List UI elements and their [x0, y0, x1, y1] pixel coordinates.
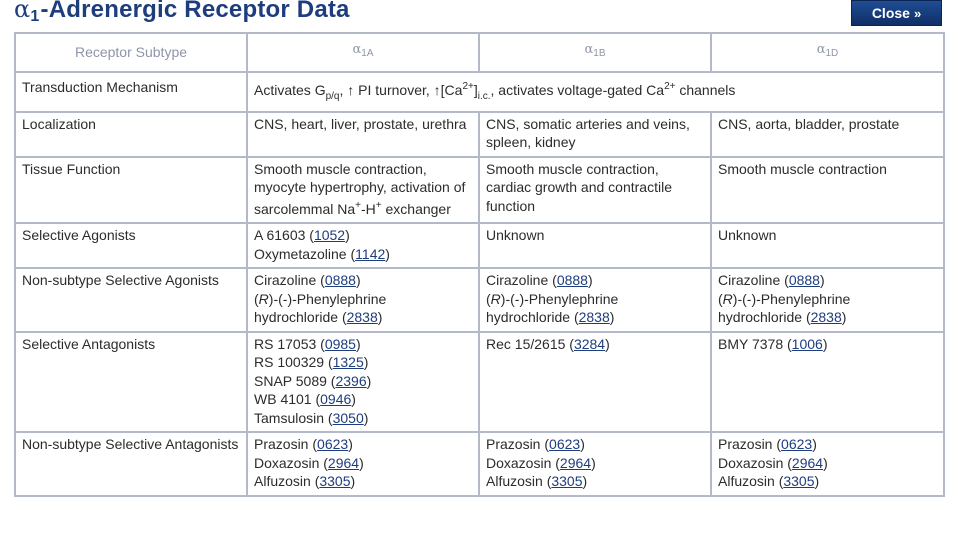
table-row-selective-agonists	[15, 223, 944, 268]
close-button[interactable]	[851, 0, 942, 26]
header-subtype-1d	[711, 33, 944, 72]
compound-name: A 61603 (	[254, 227, 314, 243]
transduction-sub-c: i.c.	[477, 91, 491, 102]
paren-close: )	[355, 272, 361, 288]
row-label-selective-agonists: Selective Agonists	[15, 223, 247, 268]
compound-entry	[254, 390, 472, 409]
compound-entry	[254, 472, 472, 491]
table-row-tissue-function	[15, 157, 944, 224]
paren-close: )	[580, 436, 585, 452]
page-title	[14, 0, 350, 26]
nonselective-antagonists-1d	[711, 432, 944, 496]
compound-name: Alfuzosin (	[486, 473, 552, 489]
compound-entry	[486, 472, 704, 491]
paren-close: )	[345, 227, 350, 243]
compound-name: -(-)-Phenylephrine hydrochloride (	[718, 290, 851, 325]
header-subtype-1a	[247, 33, 479, 72]
paren-close: )	[350, 473, 356, 489]
compound-name: Prazosin (	[254, 436, 318, 452]
catalog-link[interactable]: 2964	[327, 454, 360, 471]
catalog-link[interactable]: 3305	[551, 473, 583, 489]
double-chevron-right-icon: »	[913, 5, 922, 21]
compound-entry	[254, 454, 472, 473]
transduction-text-e: channels	[675, 82, 736, 98]
paren-close: )	[363, 409, 369, 426]
table-row-nonselective-antagonists	[15, 432, 944, 496]
close-button-label: Close	[871, 5, 910, 21]
localization-1a: CNS, heart, liver, prostate, urethra	[247, 112, 479, 157]
selective-antagonists-1b	[479, 332, 711, 433]
paren-close: )	[268, 290, 274, 307]
paren-close: )	[823, 454, 828, 471]
tissue-1a-text-3: exchanger	[381, 200, 451, 217]
table-row-transduction	[15, 72, 944, 112]
selective-agonists-1d: Unknown	[711, 223, 944, 268]
paren-close: )	[582, 473, 588, 489]
paren-close: )	[812, 436, 817, 452]
catalog-link[interactable]: 1052	[313, 227, 346, 243]
compound-name: RS 100329 (	[254, 354, 333, 370]
compound-name: Cirazoline (	[718, 272, 789, 288]
row-label-tissue-function: Tissue Function	[15, 157, 247, 224]
catalog-link[interactable]: 2396	[335, 372, 367, 389]
paren-close: )	[587, 272, 593, 288]
catalog-link[interactable]: 3305	[783, 473, 815, 489]
paren-close: )	[377, 309, 383, 325]
catalog-link[interactable]: 0946	[320, 391, 352, 407]
table-row-localization	[15, 112, 944, 157]
paren-close: )	[819, 272, 825, 288]
catalog-link[interactable]: 0888	[788, 272, 820, 288]
compound-entry	[254, 335, 472, 354]
compound-entry	[486, 335, 704, 354]
localization-1b: CNS, somatic arteries and veins, spleen, kidney	[479, 112, 711, 157]
compound-name: Prazosin (	[718, 436, 782, 452]
nonselective-agonists-1d	[711, 268, 944, 332]
compound-name: BMY 7378 (	[718, 335, 792, 352]
paren-close: )	[609, 309, 615, 325]
catalog-link[interactable]: 0888	[324, 272, 356, 288]
compound-entry	[254, 353, 472, 372]
table-row-selective-antagonists	[15, 332, 944, 433]
selective-agonists-1b: Unknown	[479, 223, 711, 268]
catalog-link[interactable]: 2964	[791, 454, 824, 471]
row-label-transduction: Transduction Mechanism	[15, 72, 247, 112]
compound-entry	[254, 409, 472, 428]
selective-antagonists-1a	[247, 332, 479, 433]
catalog-link[interactable]: 1006	[791, 335, 823, 352]
stereo-descriptor: R	[258, 290, 269, 307]
tissue-1a-sup-1: +	[355, 199, 361, 211]
catalog-link[interactable]: 2838	[578, 309, 610, 325]
transduction-sup-b: 2+	[462, 81, 474, 92]
paren-close: )	[605, 335, 610, 352]
compound-entry	[254, 245, 472, 264]
paren-close: )	[359, 454, 364, 471]
nonselective-antagonists-1b	[479, 432, 711, 496]
row-label-nonselective-antagonists: Non-subtype Selective Antagonists	[15, 432, 247, 496]
stereo-descriptor: R	[722, 290, 733, 307]
paren-close: )	[363, 354, 369, 370]
transduction-text-c: ]	[473, 82, 478, 98]
compound-name: Cirazoline (	[486, 272, 557, 288]
nonselective-agonists-1a	[247, 268, 479, 332]
compound-name: Doxazosin (	[486, 454, 560, 471]
compound-name: -(-)-Phenylephrine hydrochloride (	[254, 290, 387, 325]
header-receptor-subtype: Receptor Subtype	[15, 33, 247, 72]
selective-agonists-1a	[247, 223, 479, 268]
catalog-link[interactable]: 0623	[781, 436, 813, 452]
paren-close: )	[591, 454, 596, 471]
compound-entry	[486, 290, 704, 327]
paren-close: )	[355, 335, 361, 352]
paren-close: )	[841, 309, 847, 325]
compound-name: Rec 15/2615 (	[486, 335, 574, 352]
catalog-link[interactable]: 0623	[549, 436, 581, 452]
title-alpha: α	[14, 0, 31, 23]
compound-entry	[718, 335, 937, 354]
compound-name: RS 17053 (	[254, 335, 325, 352]
compound-entry	[718, 472, 937, 491]
row-label-nonselective-agonists: Non-subtype Selective Agonists	[15, 268, 247, 332]
compound-entry	[718, 454, 937, 473]
tissue-1a-sup-2: +	[375, 199, 382, 211]
paren-close: )	[348, 436, 353, 452]
nonselective-agonists-1b	[479, 268, 711, 332]
paren-close: )	[814, 473, 820, 489]
header-subtype-1d-base: α	[816, 42, 826, 58]
compound-entry	[486, 271, 704, 290]
compound-entry	[254, 435, 472, 454]
catalog-link[interactable]: 1325	[332, 354, 364, 370]
paren-close: )	[500, 290, 506, 307]
transduction-text-b: , ↑ PI turnover, ↑[Ca	[339, 82, 463, 98]
compound-name: Tamsulosin (	[254, 409, 333, 426]
catalog-link[interactable]: 0888	[556, 272, 588, 288]
tissue-function-1b: Smooth muscle contraction, cardiac growth and contractile function	[479, 157, 711, 224]
transduction-text-a: Activates G	[254, 82, 326, 98]
catalog-link[interactable]: 2838	[810, 309, 842, 325]
compound-entry	[486, 435, 704, 454]
header-subtype-1b	[479, 33, 711, 72]
compound-entry	[718, 435, 937, 454]
receptor-data-table	[14, 32, 945, 497]
catalog-link[interactable]: 3284	[573, 335, 606, 352]
header-subtype-1b-sub: 1B	[593, 48, 606, 60]
header-subtype-1d-sub: 1D	[825, 48, 839, 60]
compound-name: SNAP 5089 (	[254, 372, 336, 389]
compound-entry	[486, 454, 704, 473]
compound-name: Doxazosin (	[718, 454, 792, 471]
paren-close: )	[732, 290, 738, 307]
tissue-1a-text-2: -H	[360, 200, 376, 217]
catalog-link[interactable]: 0623	[317, 436, 349, 452]
stereo-descriptor: R	[490, 290, 501, 307]
header-subtype-1b-base: α	[584, 42, 594, 58]
header-subtype-1a-base: α	[352, 42, 362, 58]
transduction-sup-d: 2+	[664, 81, 676, 92]
transduction-sub-a: p/q	[325, 91, 340, 102]
row-label-localization: Localization	[15, 112, 247, 157]
catalog-link[interactable]: 1142	[355, 245, 386, 262]
localization-1d: CNS, aorta, bladder, prostate	[711, 112, 944, 157]
compound-entry	[254, 271, 472, 290]
compound-name: Doxazosin (	[254, 454, 328, 471]
compound-entry	[254, 226, 472, 245]
paren-open: (	[486, 290, 491, 307]
tissue-function-1d: Smooth muscle contraction	[711, 157, 944, 224]
transduction-text-d: , activates voltage-gated Ca	[490, 82, 665, 98]
compound-name: Cirazoline (	[254, 272, 325, 288]
row-label-selective-antagonists: Selective Antagonists	[15, 332, 247, 433]
selective-antagonists-1d	[711, 332, 944, 433]
table-row-nonselective-agonists	[15, 268, 944, 332]
catalog-link[interactable]: 2838	[346, 309, 378, 325]
compound-name: Oxymetazoline (	[254, 245, 356, 262]
compound-entry	[718, 271, 937, 290]
catalog-link[interactable]: 0985	[324, 335, 356, 352]
compound-entry	[254, 372, 472, 391]
paren-open: (	[254, 290, 259, 307]
compound-name: Alfuzosin (	[254, 473, 320, 489]
tissue-function-1a	[247, 157, 479, 224]
catalog-link[interactable]: 2964	[559, 454, 592, 471]
tissue-1a-text-1: Smooth muscle contraction, myocyte hypertrophy, activation of sarcolemmal Na	[254, 160, 466, 217]
table-header-row	[15, 33, 944, 72]
nonselective-antagonists-1a	[247, 432, 479, 496]
transduction-value	[247, 72, 944, 112]
header-subtype-1a-sub: 1A	[361, 48, 374, 60]
compound-name: Alfuzosin (	[718, 473, 784, 489]
paren-open: (	[718, 290, 723, 307]
compound-entry	[254, 290, 472, 327]
title-text: -Adrenergic Receptor Data	[40, 0, 350, 23]
paren-close: )	[822, 335, 828, 352]
compound-name: Prazosin (	[486, 436, 550, 452]
paren-close: )	[366, 372, 372, 389]
compound-name: WB 4101 (	[254, 391, 321, 407]
catalog-link[interactable]: 3050	[332, 409, 364, 426]
paren-close: )	[351, 391, 356, 407]
paren-close: )	[385, 245, 390, 262]
compound-entry	[718, 290, 937, 327]
catalog-link[interactable]: 3305	[319, 473, 351, 489]
title-alpha-sub: 1	[30, 8, 40, 25]
compound-name: -(-)-Phenylephrine hydrochloride (	[486, 290, 619, 325]
